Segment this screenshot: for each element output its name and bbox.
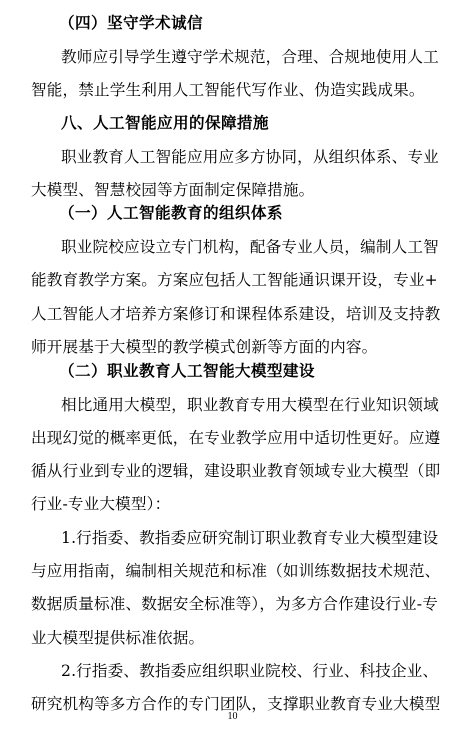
paragraph-line: 2.行指委、教指委应组织职业院校、行业、科技企业、 [61, 662, 439, 680]
paragraph-line: 数据质量标准、数据安全标准等），为多方合作建设行业-专 [31, 595, 438, 613]
page-number: 10 [227, 711, 238, 722]
paragraph-line: 师开展基于大模型的教学模式创新等方面的内容。 [31, 338, 378, 356]
paragraph-line: 与应用指南，编制相关规范和标准（如训练数据技术规范、 [31, 562, 441, 580]
paragraph-line: 能教育教学方案。方案应包括人工智能通识课开设，专业+ [31, 271, 438, 289]
paragraph-line: 1.行指委、教指委应研究制订职业教育专业大模型建设 [61, 529, 439, 547]
paragraph-line: 行业-专业大模型）： [31, 495, 171, 513]
section-heading-organization: （一）人工智能教育的组织体系 [59, 204, 283, 222]
paragraph-line: 业大模型提供标准依据。 [31, 629, 205, 647]
paragraph-line: 循从行业到专业的逻辑，建设职业教育领域专业大模型（即 [31, 462, 441, 480]
paragraph-line: 教师应引导学生遵守学术规范，合理、合规地使用人工 [61, 48, 439, 66]
paragraph-line: 大模型、智慧校园等方面制定保障措施。 [31, 181, 315, 199]
paragraph-line: 职业院校应设立专门机构，配备专业人员，编制人工智 [61, 238, 439, 256]
section-heading-integrity: （四）坚守学术诚信 [59, 14, 203, 32]
paragraph-line: 职业教育人工智能应用应多方协同，从组织体系、专业 [61, 148, 439, 166]
paragraph-line: 出现幻觉的概率更低，在专业教学应用中适切性更好。应遵 [31, 429, 441, 447]
paragraph-line: 智能，禁止学生利用人工智能代写作业、伪造实践成果。 [31, 81, 425, 99]
chapter-heading-safeguards: 八、人工智能应用的保障措施 [61, 114, 269, 132]
paragraph-line: 相比通用大模型，职业教育专用大模型在行业知识领域 [61, 396, 439, 414]
section-heading-large-model: （二）职业教育人工智能大模型建设 [59, 362, 315, 380]
paragraph-line: 人工智能人才培养方案修订和课程体系建设，培训及支持教 [31, 305, 441, 323]
paragraph-line: 研究机构等多方合作的专门团队，支撑职业教育专业大模型 [31, 695, 441, 713]
